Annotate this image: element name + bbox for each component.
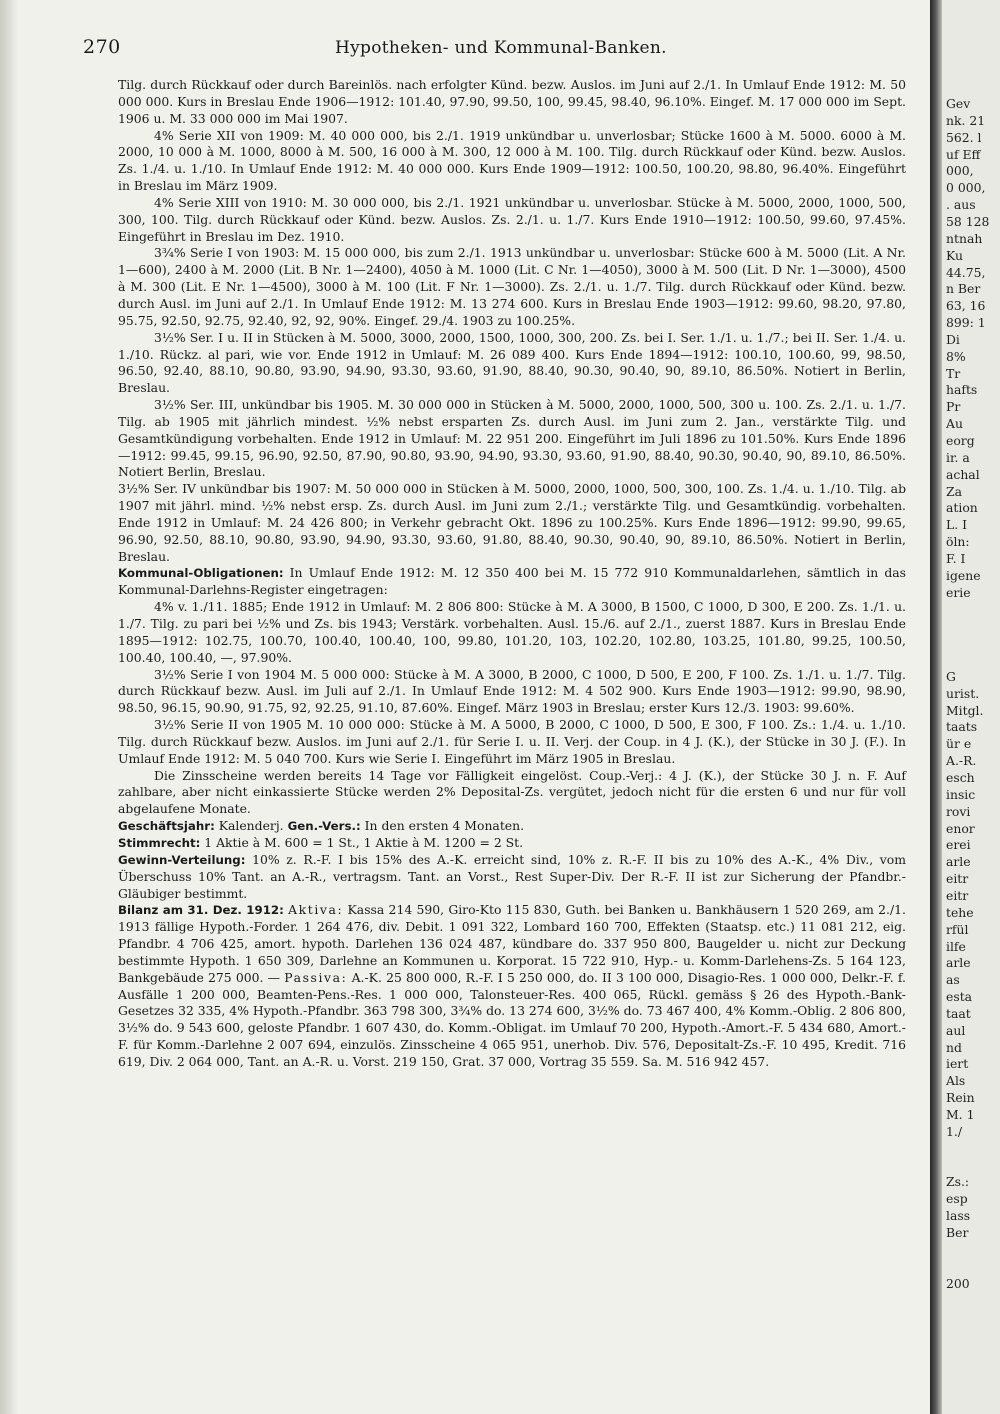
facing-page-text: esch (946, 770, 975, 785)
facing-page-text: 44.75, (946, 264, 986, 280)
facing-page-text: erie (946, 584, 971, 600)
aktiva-label: Aktiva: (288, 902, 344, 918)
facing-page-text: taat (946, 1005, 971, 1021)
facing-page-text: esp (946, 1191, 968, 1207)
running-head: Hypotheken- und Kommunal-Banken. (335, 38, 667, 58)
paragraph: Geschäftsjahr: Kalenderj. Gen.-Vers.: In den ersten 4 Monaten. (118, 818, 525, 834)
facing-page-text: enor (946, 820, 975, 836)
paragraph: 3½% Ser. IV unkündbar bis 1907: M. 50 000 000 in Stücken à M. 5000, 2000, 1000, 500, 300, 100. Zs. 1./4. u. 1./10. Tilg. ab 1907 mit jährl. mind. ½% nebst ersp. Zs. durch Ausl. im Juni zum 2./1.; verstärkte Tilg. und Gesamtkündig. vorbehalten. Ende 1912 in Umlauf: M. 24 426 800; in Verkehr gebracht Okt. 1896 zu 100.25%. Kurs Ende 1896—1912: 99.90, 99.65, 96.90, 92.50, 88.10, 90.80, 93.90, 94.90, 93.30, 93.60, 91.80, 88.40, 90.30, 90.40, 90, 89.10, 86.50%. Notiert in Berlin, Breslau. (118, 481, 906, 564)
facing-page-fragment (942, 0, 1000, 1414)
paragraph: 3½% Ser. I u. II in Stücken à M. 5000, 3000, 2000, 1500, 1000, 300, 200. Zs. bei I. Ser. 1./1. u. 1./7.; bei II. Ser. 1./4. u. 1./10. Rückz. al pari, wie vor. Ende 1912 in Umlauf: M. 26 089 400. Kurs Ende 1894—1912: 100.10, 100.60, 99, 98.50, 96.50, 92.40, 88.10, 90.80, 93.90, 94.90, 93.30, 93.60, 91.90, 88.40, 90.30, 90.40, 90, 89.10, 86.50%. Notiert in Berlin, Breslau. (118, 329, 906, 396)
section-heading: Gewinn-Verteilung: (118, 852, 246, 867)
body-text (118, 77, 906, 1071)
book-gutter (930, 0, 942, 1414)
facing-page-text: 562. l (946, 129, 982, 145)
section-heading: Stimmrecht: (118, 835, 201, 850)
facing-page-text: A.-R. (946, 753, 977, 769)
facing-page-text: 63, 16 (946, 298, 986, 314)
facing-page-text: iert (946, 1056, 969, 1072)
facing-page-text: Za (946, 483, 962, 499)
facing-page-text: tehe (946, 904, 974, 920)
facing-page-text: ür e (946, 736, 972, 752)
section-heading: Bilanz am 31. Dez. 1912: (118, 903, 284, 918)
facing-page-text: G (946, 668, 956, 684)
facing-page-text: n Ber (946, 281, 981, 297)
facing-page-text: Au (946, 416, 963, 432)
facing-page-text: Ku (946, 247, 963, 263)
section-heading: Gen.-Vers.: (287, 819, 361, 834)
facing-page-text: ir. a (946, 449, 970, 465)
paragraph: Stimmrecht: 1 Aktie à M. 600 = 1 St., 1 Aktie à M. 1200 = 2 St. (118, 834, 524, 850)
section-heading: Geschäftsjahr: (118, 819, 215, 834)
facing-page-text: ilfe (946, 938, 966, 954)
facing-page-text: insic (946, 786, 976, 802)
facing-page-text: . aus (946, 197, 976, 213)
facing-page-text: 0 000, (946, 180, 986, 196)
facing-page-text: Pr (946, 399, 961, 415)
facing-page-text: eitr (946, 871, 969, 887)
facing-page-text: öln: (946, 534, 970, 550)
facing-page-text: esta (946, 989, 973, 1005)
facing-page-text: rovi (946, 803, 971, 819)
facing-page-text: nd (946, 1039, 962, 1055)
facing-page-text: Als (946, 1073, 966, 1089)
facing-page-text: 1./ (946, 1123, 962, 1139)
facing-page-text: Ber (946, 1224, 969, 1240)
facing-page-text: as (946, 972, 960, 988)
section-heading: Kommunal-Obligationen: (118, 566, 284, 581)
facing-page-text: ation (946, 500, 978, 516)
paragraph: Kommunal-Obligationen: In Umlauf Ende 1912: M. 12 350 400 bei M. 15 772 910 Kommunaldarlehen, sämtlich in das Kommunal-Darlehns-Register eingetragen: (118, 565, 906, 598)
facing-page-text: achal (946, 466, 980, 482)
paragraph: 3½% Serie II von 1905 M. 10 000 000: Stücke à M. A 5000, B 2000, C 1000, D 500, E 300, F 100. Zs.: 1./4. u. 1./10. Tilg. durch Rückkauf bezw. Auslos. im Juni auf 2./1. für Serie I. u. II. Verj. der Coup. in 4 J. (K.), der Stücke in 30 J. (F.). In Umlauf Ende 1912: M. 5 040 700. Kurs wie Serie I. Eingeführt im März 1905 in Breslau. (118, 717, 906, 766)
facing-page-text: L. I (946, 517, 967, 533)
facing-page-text: M. 1 (946, 1107, 975, 1122)
facing-page-text: rfül (946, 921, 969, 937)
facing-page-text: Tr (946, 365, 961, 381)
facing-page-text: Zs.: (946, 1174, 970, 1190)
facing-page-text: urist. (946, 685, 980, 701)
facing-page-text: erei (946, 837, 971, 853)
facing-page-text: Di (946, 331, 960, 347)
facing-page-text: ntnah (946, 230, 983, 246)
facing-page-text: 200 (946, 1275, 970, 1291)
page-edge-shadow (0, 0, 18, 1414)
paragraph: 4% v. 1./11. 1885; Ende 1912 in Umlauf: M. 2 806 800: Stücke à M. A 3000, B 1500, C 1000, D 300, E 200. Zs. 1./1. u. 1./7. Tilg. zu pari bei ½% und Zs. bis 1943; Verstärk. vorbehalten. Ausl. 15./6. auf 2./1., zuerst 1887. Kurs in Breslau Ende 1895—1912: 102.75, 100.70, 100.40, 100.40, 100, 99.80, 101.20, 103, 102.20, 102.80, 103.25, 101.80, 99.25, 100.50, 100.40, 100.40, —, 97.90%. (118, 599, 906, 665)
facing-page-text: hafts (946, 382, 978, 398)
facing-page-text: F. I (946, 550, 966, 566)
facing-page-text: 000, (946, 163, 974, 179)
paragraph: 4% Serie XIII von 1910: M. 30 000 000, bis 2./1. 1921 unkündbar u. unverlosbar. Stücke à M. 5000, 2000, 1000, 500, 300, 100. Tilg. durch Rückkauf oder Künd. bezw. Auslos. Zs. 2./1. u. 1./7. Kurs Ende 1910—1912: 100.50, 99.60, 97.45%. Eingeführt in Breslau im Dez. 1910. (118, 194, 906, 244)
facing-page-text: arle (946, 854, 971, 870)
facing-page-text: 8% (946, 348, 966, 364)
facing-page-text: igene (946, 567, 981, 583)
facing-page-text: Rein (946, 1090, 975, 1106)
facing-page-text: Gev (946, 96, 971, 111)
facing-page-text: arle (946, 955, 971, 971)
facing-page-text: eorg (946, 433, 975, 448)
facing-page-text: 58 128 (946, 213, 990, 229)
facing-page-text: nk. 21 (946, 112, 986, 128)
facing-page-text: Mitgl. (946, 702, 984, 718)
paragraph: Tilg. durch Rückkauf oder durch Bareinlös. nach erfolgter Künd. bezw. Auslos. im Juni auf 2./1. In Umlauf Ende 1912: M. 50 000 000. Kurs in Breslau Ende 1906—1912: 101.40, 97.90, 99.50, 100, 99.45, 98.40, 96.10%. Eingef. M. 17 000 000 im Sept. 1906 u. M. 33 000 000 im Mai 1907. (118, 77, 906, 126)
paragraph: 3¾% Serie I von 1903: M. 15 000 000, bis zum 2./1. 1913 unkündbar u. unverlosbar: Stücke 600 à M. 5000 (Lit. A Nr. 1—600), 2400 à M. 2000 (Lit. B Nr. 1—2400), 4050 à M. 1000 (Lit. C Nr. 1—4050), 3000 à M. 500 (Lit. D Nr. 1—3000), 4500 à M. 300 (Lit. E Nr. 1—4500), 3000 à M. 100 (Lit. F Nr. 1—3000). Zs. 2./1. u. 1./7. Tilg. durch Rückkauf oder Künd. bezw. durch Ausl. im Juni auf 2./1. In Umlauf Ende 1912: M. 13 274 600. Kurs in Breslau Ende 1903—1912: 99.60, 98.20, 97.80, 95.75, 92.50, 92.75, 92.40, 92, 92, 90%. Eingef. 29./4. 1903 zu 100.25%. (118, 245, 906, 328)
paragraph: Bilanz am 31. Dez. 1912: Aktiva: Kassa 214 590, Giro-Kto 115 830, Guth. bei Banken u. Bankhäusern 1 520 269, am 2./1. 1913 fällige Hypoth.-Forder. 1 264 476, div. Debit. 1 091 322, Lombard 160 700, Effekten (Staatsp. etc.) 11 081 212, eig. Pfandbr. 4 706 425, amort. hypoth. Darlehen 136 024 487, kündbare do. 337 950 800, Baugelder u. nicht zur Deckung bestimmte Hypoth. 1 650 309, Darlehne an Kommunen u. Korporat. 15 722 910, Hyp.- u. Komm-Darlehens-Zs. 5 164 123, Bankgebäude 275 000. — Passiva: A.-K. 25 800 000, R.-F. I 5 250 000, do. II 3 100 000, Disagio-Res. 1 000 000, Delkr.-F. f. Ausfälle 1 200 000, Beamten-Pens.-Res. 1 000 000, Talonsteuer-Res. 400 065, Rückl. gemäss § 26 des Hypoth.-Bank-Gesetzes 32 335, 4% Hypoth.-Pfandbr. 363 798 300, 3¾% do. 13 274 600, 3½% do. 73 467 400, 4% Komm.-Oblig. 2 806 800, 3½% do. 9 543 600, geloste Pfandbr. 1 607 430, do. Komm.-Obligat. im Umlauf 70 200, Hypoth.-Amort.-F. 5 434 680, Amort.-F. für Komm.-Darlehne 2 007 694, einzulös. Zinsscheine 4 065 951, unerhob. Div. 576, Depositalt-Zs.-F. 10 495, Kredit. 716 619, Div. 2 064 000, Tant. an A.-R. u. Vorst. 219 150, Grat. 37 000, Vortrag 35 559. Sa. M. 516 942 457. (118, 902, 906, 1069)
facing-page-text: eitr (946, 887, 969, 903)
paragraph: 3½% Serie I von 1904 M. 5 000 000: Stücke à M. A 3000, B 2000, C 1000, D 500, E 200, F 100. Zs. 1./1. u. 1./7. Tilg. durch Rückkauf bezw. Ausl. im Juli auf 2./1. In Umlauf Ende 1912: M. 4 502 900. Kurs Ende 1903—1912: 99.90, 98.90, 98.50, 96.15, 90.90, 91.75, 92, 92.25, 91.10, 87.60%. Eingef. März 1903 in Breslau; erster Kurs 12./3. 1903: 99.60%. (118, 666, 906, 716)
facing-page-text: 899: 1 (946, 315, 986, 331)
facing-page-text: taats (946, 719, 978, 735)
facing-page-text: lass (946, 1208, 971, 1224)
facing-page-text: aul (946, 1022, 966, 1038)
paragraph: 3½% Ser. III, unkündbar bis 1905. M. 30 000 000 in Stücken à M. 5000, 2000, 1000, 500, 300 u. 100. Zs. 2./1. u. 1./7. Tilg. ab 1905 mit jährlich mindest. ½% nebst ersparten Zs. durch Ausl. im Juni zum 2. Jan., verstärkte Tilg. und Gesamtkündigung vorbehalten. Ende 1912 in Umlauf: M. 22 951 200. Eingeführt im Juli 1896 zu 101.50%. Kurs Ende 1896—1912: 99.45, 99.15, 96.90, 92.50, 87.90, 90.80, 93.90, 94.90, 93.30, 93.60, 91.90, 88.40, 90.30, 90.40, 90, 89.10, 86.50%. Notiert Berlin, Breslau. (118, 397, 906, 480)
page-number: 270 (83, 36, 121, 58)
facing-page-text: uf Eff (946, 146, 981, 162)
passiva-label: Passiva: (284, 969, 348, 985)
paragraph: 4% Serie XII von 1909: M. 40 000 000, bis 2./1. 1919 unkündbar u. unverlosbar; Stücke 1600 à M. 5000. 6000 à M. 2000, 10 000 à M. 1000, 8000 à M. 500, 16 000 à M. 300, 12 000 à M. 100. Tilg. durch Rückkauf oder Künd. bezw. Auslos. Zs. 1./4. u. 1./10. In Umlauf Ende 1912: M. 40 000 000. Kurs Ende 1909—1912: 100.50, 100.20, 98.80, 96.40%. Eingeführt in Breslau im März 1909. (118, 127, 906, 194)
paragraph: Die Zinsscheine werden bereits 14 Tage vor Fälligkeit eingelöst. Coup.-Verj.: 4 J. (K.), der Stücke 30 J. n. F. Auf zahlbare, aber nicht einkassierte Stücke werden 2% Deposital-Zs. vergütet, jedoch nicht für die ersten 6 und nur für voll abgelaufene Monate. (118, 767, 906, 817)
paragraph: Gewinn-Verteilung: 10% z. R.-F. I bis 15% des A.-K. erreicht sind, 10% z. R.-F. II bis zu 10% des A.-K., 4% Div., vom Überschuss 10% Tant. an A.-R., vertragsm. Tant. an Vorst., Rest Super-Div. Der R.-F. II ist zur Sicherung der Pfandbr.-Gläubiger bestimmt. (118, 851, 906, 901)
